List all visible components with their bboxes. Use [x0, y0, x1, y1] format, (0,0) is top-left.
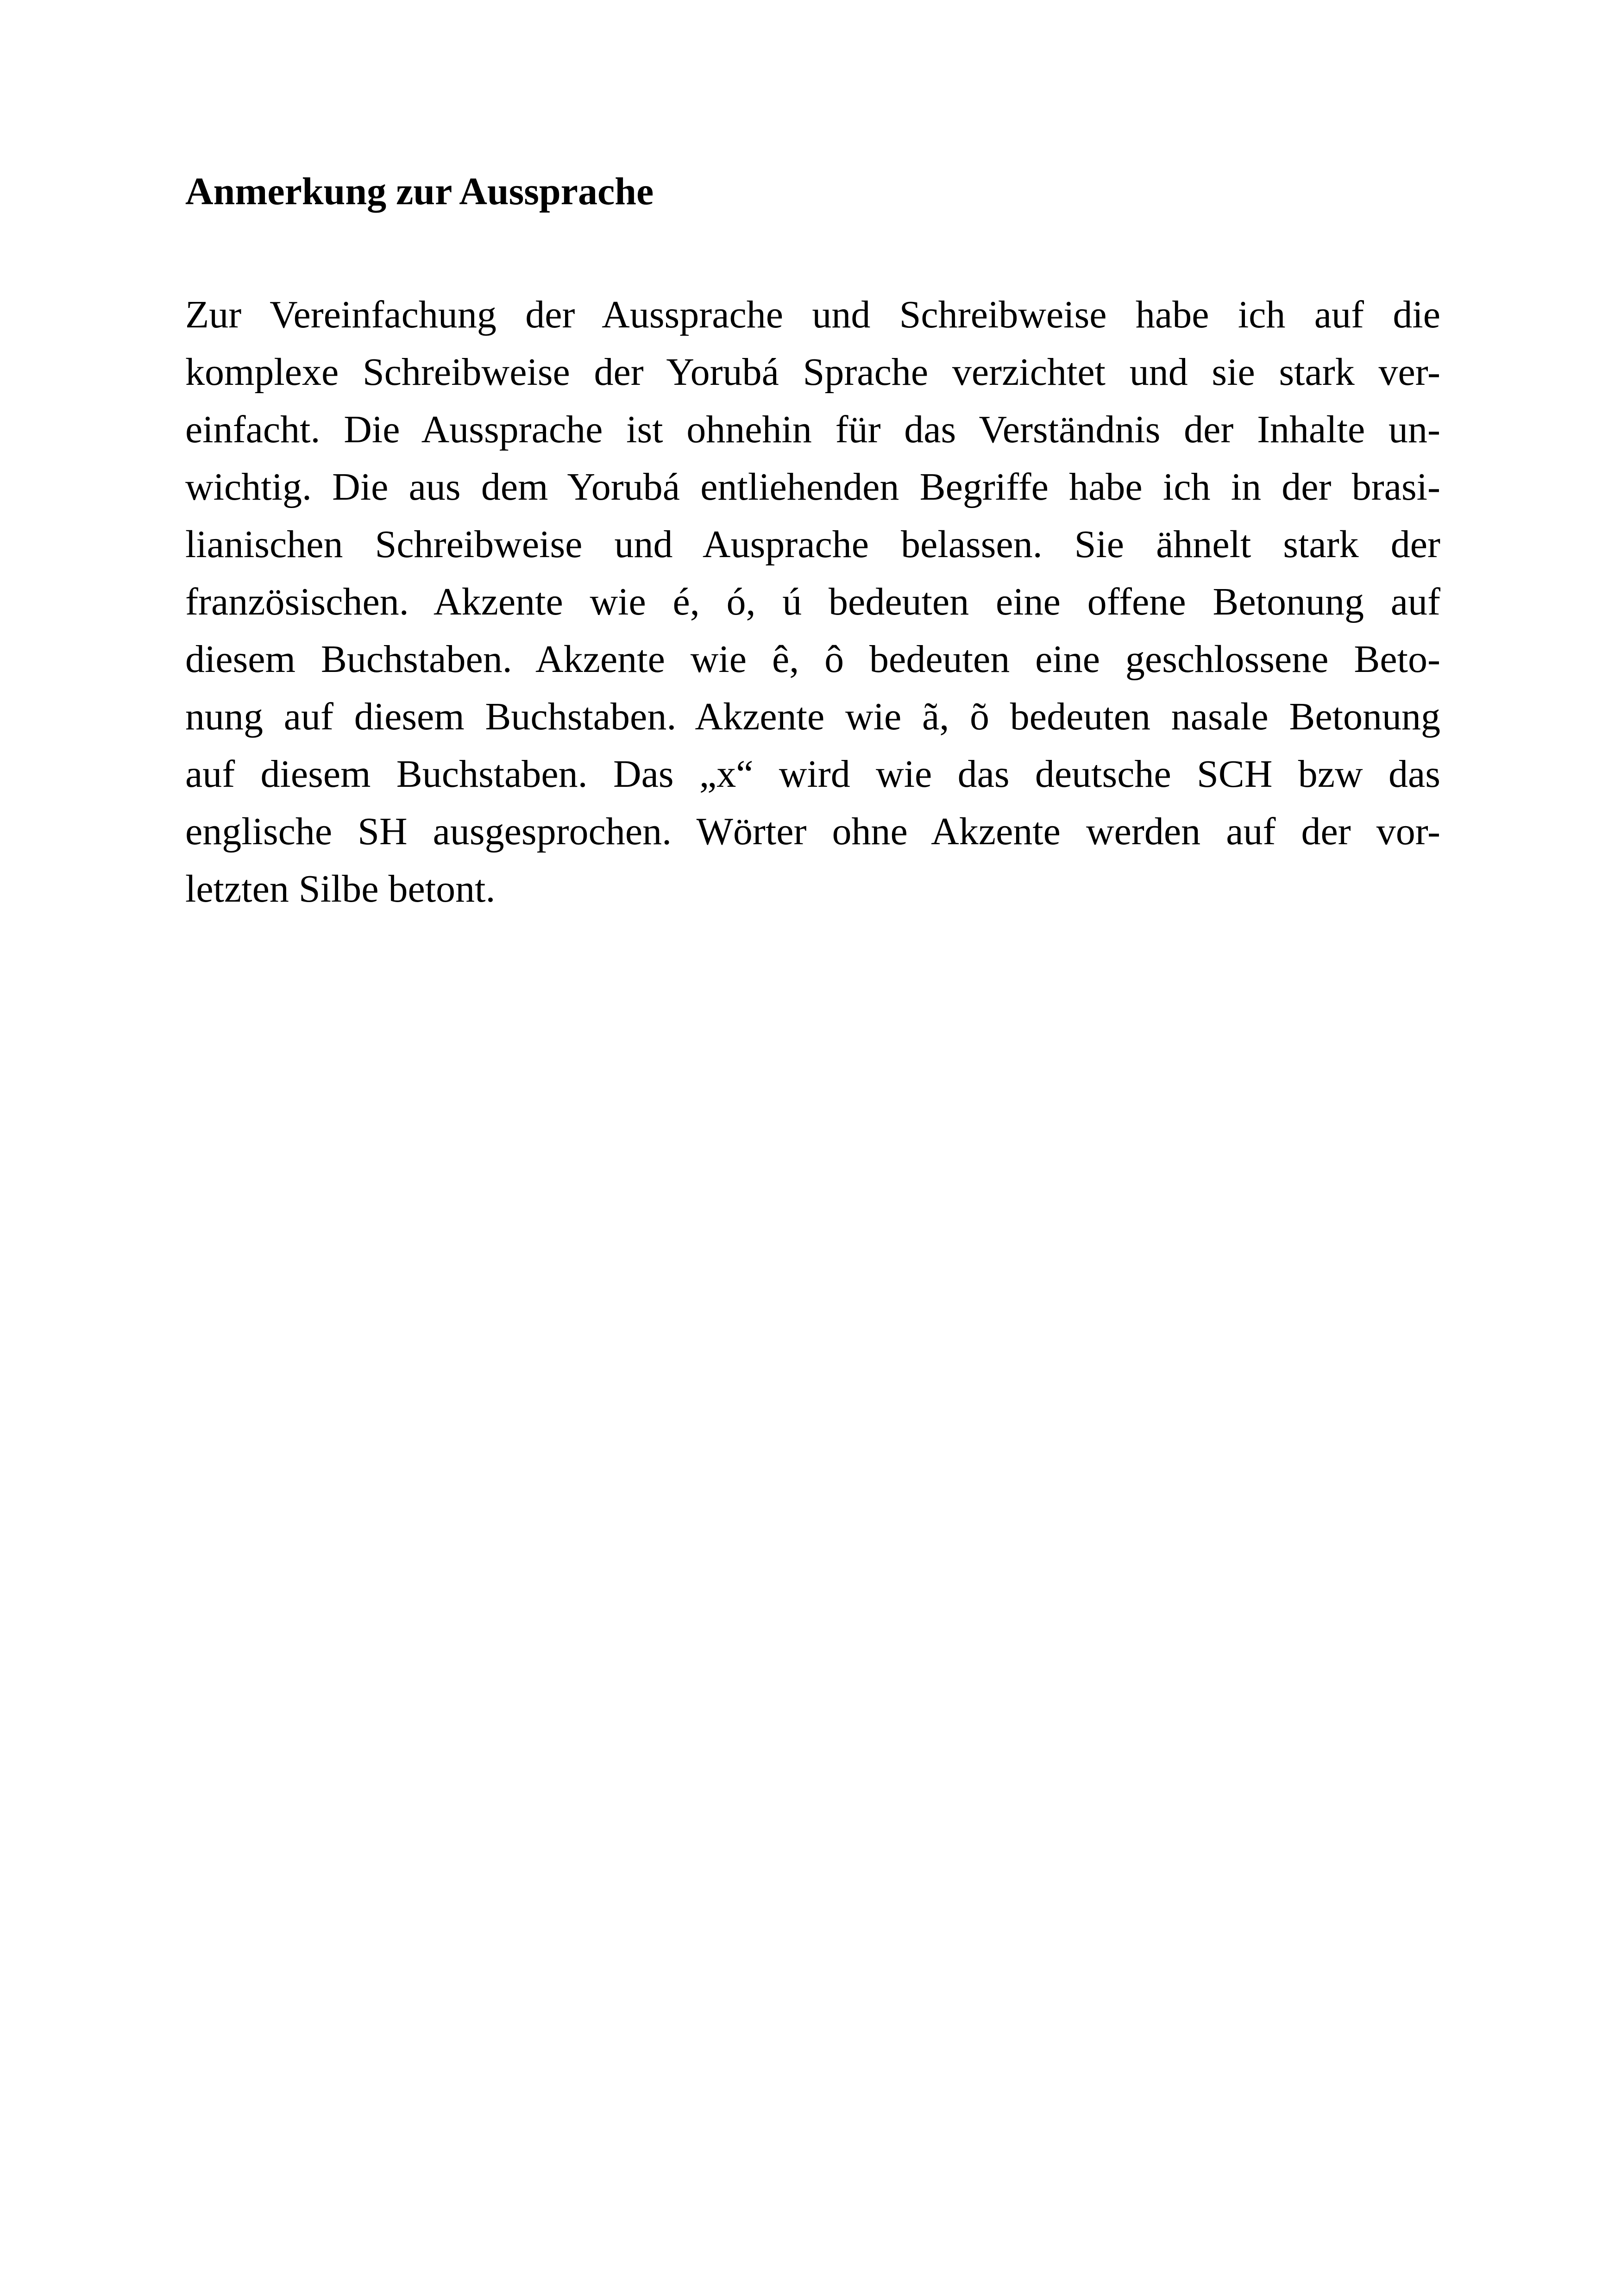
- paragraph-line: nung auf diesem Buchstaben. Akzente wie ã, õ bedeuten nasale Betonung: [185, 695, 1440, 738]
- paragraph-line: einfacht. Die Aussprache ist ohnehin für das Verständnis der Inhalte un-: [185, 408, 1440, 451]
- paragraph-line: englische SH ausgesprochen. Wörter ohne Akzente werden auf der vor-: [185, 810, 1440, 853]
- paragraph-line: diesem Buchstaben. Akzente wie ê, ô bedeuten eine geschlossene Beto-: [185, 638, 1440, 681]
- paragraph-line: auf diesem Buchstaben. Das „x“ wird wie das deutsche SCH bzw das: [185, 753, 1440, 796]
- body-paragraph: [185, 286, 1440, 918]
- paragraph-line: französischen. Akzente wie é, ó, ú bedeuten eine offene Betonung auf: [185, 580, 1440, 623]
- page-title: Anmerkung zur Aussprache: [185, 170, 654, 213]
- paragraph-line: lianischen Schreibweise und Ausprache belassen. Sie ähnelt stark der: [185, 523, 1440, 566]
- paragraph-line: Zur Vereinfachung der Aussprache und Schreibweise habe ich auf die: [185, 293, 1440, 336]
- paragraph-line: komplexe Schreibweise der Yorubá Sprache verzichtet und sie stark ver-: [185, 351, 1440, 394]
- paragraph-line: wichtig. Die aus dem Yorubá entliehenden Begriffe habe ich in der brasi-: [185, 465, 1440, 508]
- paragraph-line: letzten Silbe betont.: [185, 867, 496, 910]
